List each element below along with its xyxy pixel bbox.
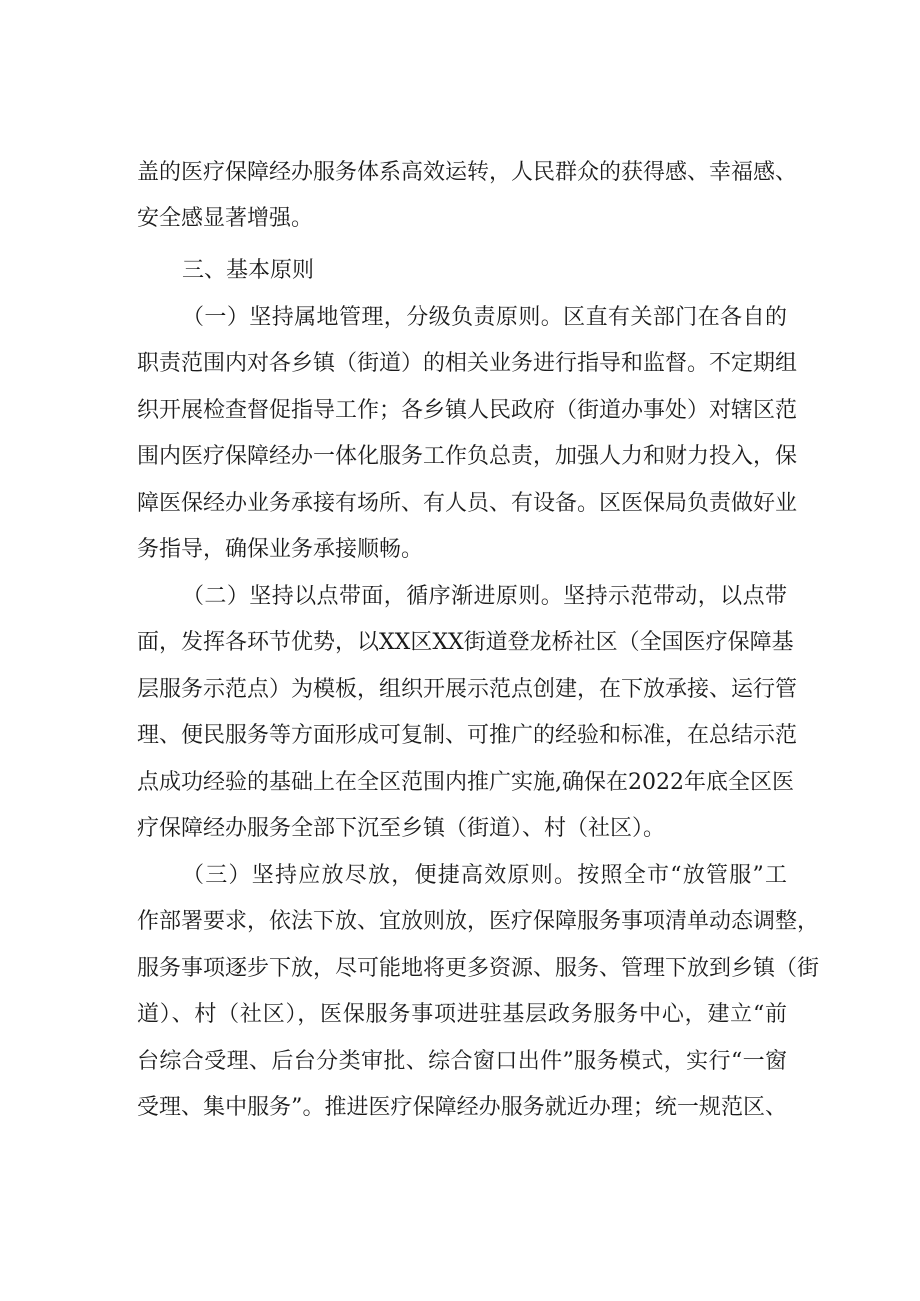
- text-line-content: 织开展检查督促指导工作；各乡镇人民政府（街道办事处）对辖区范: [137, 398, 798, 423]
- text-line-content: 安全感显著增强。: [137, 206, 314, 231]
- text-line-content: 台综合受理、后台分类审批、综合窗口出件”服务模式，实行“一窗: [137, 1049, 787, 1074]
- text-line-content: 盖的医疗保障经办服务体系高效运转，人民群众的获得感、幸福感、: [137, 160, 798, 185]
- text-line-content: （三）坚持应放尽放，便捷高效原则。按照全市“放管服”工: [182, 863, 787, 888]
- text-line-content: 障医保经办业务承接有场所、有人员、有设备。区医保局负责做好业: [137, 491, 798, 516]
- text-line-content: （一）坚持属地管理，分级负责原则。区直有关部门在各自的: [182, 305, 787, 330]
- section-heading-text: 三、基本原则: [182, 258, 315, 283]
- text-line-content: 受理、集中服务”。推进医疗保障经办服务就近办理；统一规范区、: [137, 1095, 787, 1120]
- text-line-content: 理、便民服务等方面形成可复制、可推广的经验和标准，在总结示范: [137, 723, 798, 748]
- text-line-content: （二）坚持以点带面，循序渐进原则。坚持示范带动，以点带: [182, 584, 787, 609]
- text-line-content: 层服务示范点）为模板，组织开展示范点创建，在下放承接、运行管: [137, 677, 798, 702]
- text-line-content: 道）、村（社区），医保服务事项进驻基层政务服务中心，建立“前: [137, 1002, 787, 1027]
- text-line-content: 作部署要求，依法下放、宜放则放，医疗保障服务事项清单动态调整，: [137, 909, 820, 934]
- text-line-content: 职责范围内对各乡镇（街道）的相关业务进行指导和监督。不定期组: [137, 351, 798, 376]
- text-line-content: 面，发挥各环节优势，以XX区XX街道登龙桥社区（全国医疗保障基: [137, 630, 794, 655]
- text-line-content: 疗保障经办服务全部下沉至乡镇（街道）、村（社区）。: [137, 816, 666, 841]
- text-line-content: 点成功经验的基础上在全区范围内推广实施,确保在2022年底全区医: [137, 770, 794, 795]
- text-line-content: 务指导，确保业务承接顺畅。: [137, 537, 424, 562]
- text-line-content: 围内医疗保障经办一体化服务工作负总责，加强人力和财力投入，保: [137, 444, 798, 469]
- text-line-content: 服务事项逐步下放，尽可能地将更多资源、服务、管理下放到乡镇（街: [137, 956, 820, 981]
